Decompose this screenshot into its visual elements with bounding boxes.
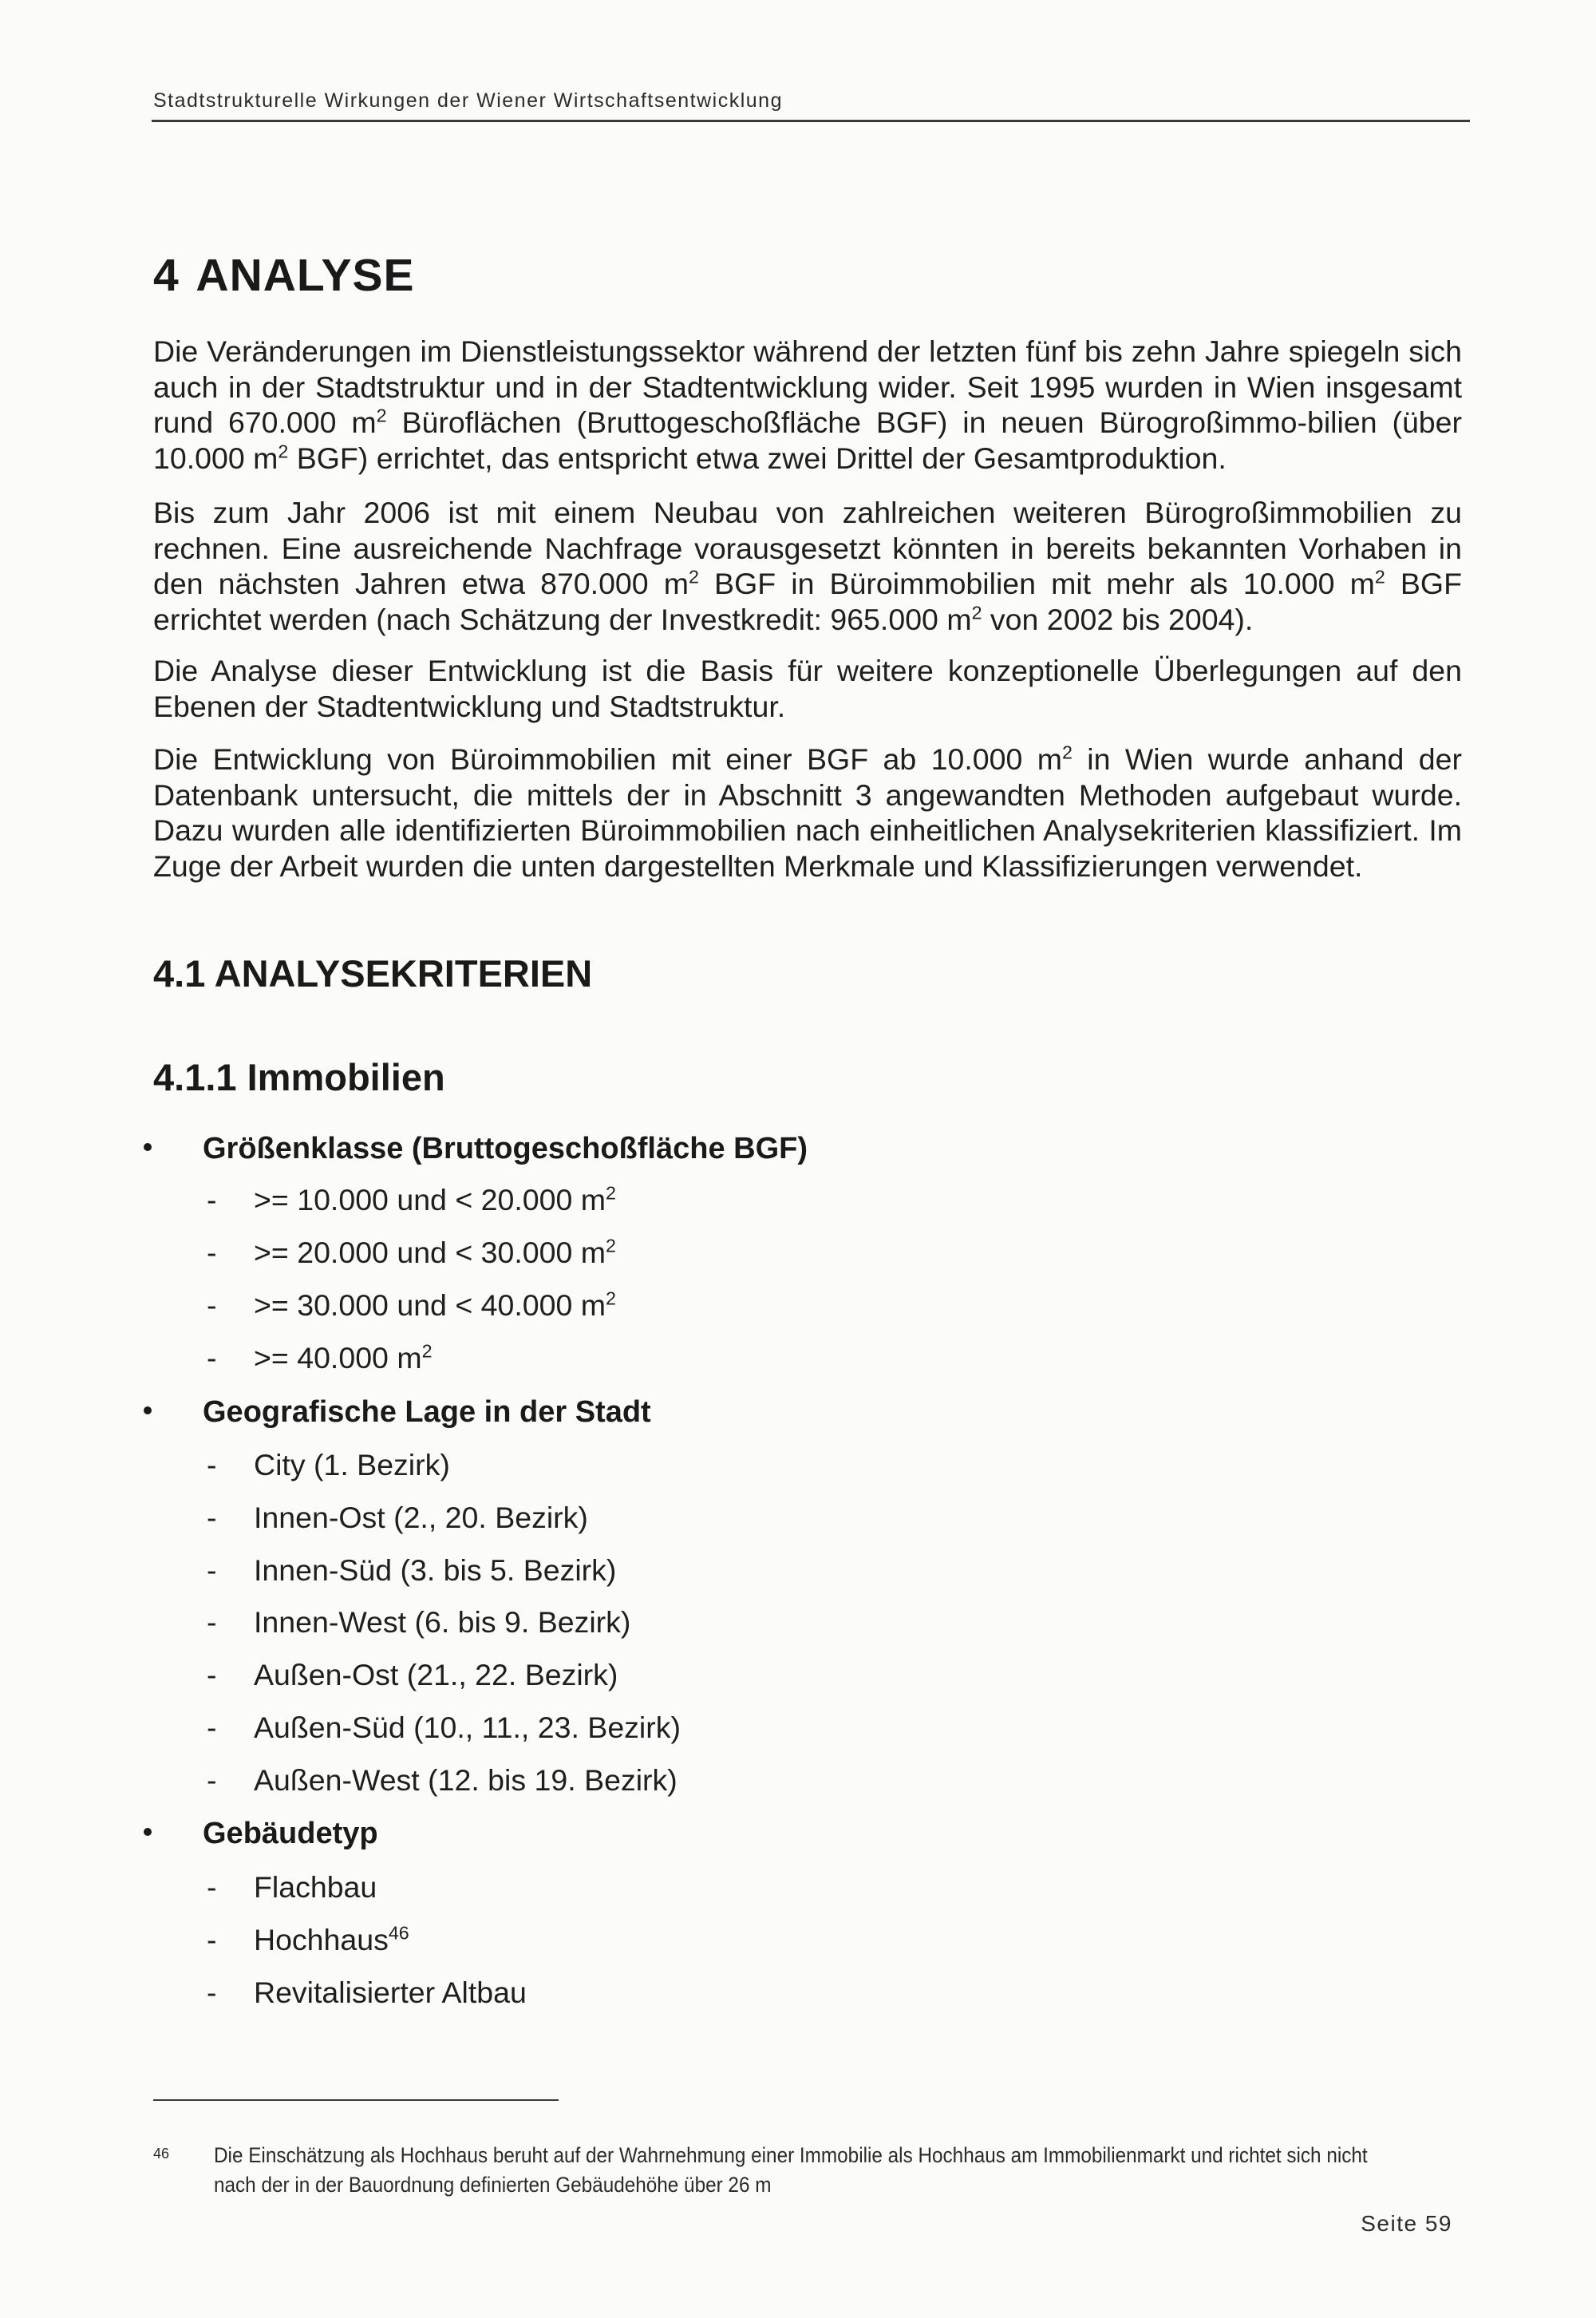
list-item-label: Hochhaus xyxy=(254,1923,389,1956)
section-title-4-1: 4.1 ANALYSEKRITERIEN xyxy=(153,952,593,995)
footnote xyxy=(153,2141,1470,2200)
superscript-2: 2 xyxy=(606,1288,616,1309)
paragraph-4-part-a: Die Entwicklung von Büroimmobilien mit einer BGF ab 10.000 m xyxy=(153,742,1062,776)
superscript-2: 2 xyxy=(606,1235,616,1256)
footnote-line-2: nach der in der Bauordnung definierten Gebäudehöhe über 26 m xyxy=(214,2173,772,2197)
list-item-text: Innen-West (6. bis 9. Bezirk) xyxy=(254,1605,631,1639)
footnote-reference[interactable]: 46 xyxy=(388,1922,409,1944)
footnote-number: 46 xyxy=(153,2146,170,2162)
list-item-text: Flachbau xyxy=(254,1870,377,1904)
paragraph-2-part-c: BGF errichtet werden (nach Schätzung der Investkredit: 965.000 m xyxy=(153,567,1462,636)
list-item-text: City (1. Bezirk) xyxy=(254,1448,450,1481)
bullet-icon xyxy=(144,1828,152,1836)
list-item-label: >= 40.000 m xyxy=(254,1341,422,1375)
paragraph-1-part-a: Die Veränderungen im Dienstleistungssektor während der letzten fünf bis zehn Jahre spiegeln sich auch in der Stadtstruktur und in der Stadtentwicklung wider. Seit 1995 wurden in Wien insgesamt rund 670.000 m xyxy=(153,334,1462,439)
dash-marker: - xyxy=(207,1288,217,1322)
section-title-4-1-1: 4.1.1 Immobilien xyxy=(153,1056,445,1098)
list-item-text: Außen-West (12. bis 19. Bezirk) xyxy=(254,1763,678,1797)
criteria-label: Größenklasse (Bruttogeschoßfläche BGF) xyxy=(203,1132,808,1165)
paragraph-2 xyxy=(153,495,1462,637)
dash-marker: - xyxy=(207,1605,217,1639)
dash-marker: - xyxy=(207,1183,217,1216)
list-item-text: Innen-Süd (3. bis 5. Bezirk) xyxy=(254,1553,617,1587)
criteria-label: Geografische Lage in der Stadt xyxy=(203,1395,651,1429)
list-item-text xyxy=(254,1288,616,1323)
paragraph-2-part-d: von 2002 bis 2004). xyxy=(982,602,1254,636)
dash-marker: - xyxy=(207,1341,217,1375)
paragraph-1-part-c: BGF) errichtet, das entspricht etwa zwei Drittel der Gesamtproduktion. xyxy=(288,441,1227,475)
superscript-2: 2 xyxy=(1061,742,1073,763)
dash-marker: - xyxy=(207,1448,217,1481)
list-item-label: >= 30.000 und < 40.000 m xyxy=(254,1288,606,1322)
dash-marker: - xyxy=(207,1976,217,2009)
paragraph-3: Die Analyse dieser Entwicklung ist die Basis für weitere konzeptionelle Überlegungen auf den Ebenen der Stadtentwicklung und Stadtstruktur. xyxy=(153,654,1462,723)
dash-marker: - xyxy=(207,1501,217,1534)
bullet-icon xyxy=(144,1406,152,1414)
superscript-2: 2 xyxy=(421,1340,433,1362)
paragraph-1 xyxy=(153,334,1462,476)
superscript-2: 2 xyxy=(971,602,982,623)
running-header: Stadtstrukturelle Wirkungen der Wiener Wirtschaftsentwicklung xyxy=(153,89,783,112)
list-item-label: >= 20.000 und < 30.000 m xyxy=(254,1236,606,1269)
dash-marker: - xyxy=(207,1763,217,1797)
list-item-text: Revitalisierter Altbau xyxy=(254,1976,527,2009)
paragraph-2-part-b: BGF in Büroimmobilien mit mehr als 10.000 m xyxy=(698,567,1375,600)
superscript-2: 2 xyxy=(689,566,699,587)
list-item-label: >= 10.000 und < 20.000 m xyxy=(254,1183,606,1216)
footnote-text xyxy=(214,2141,1578,2200)
paragraph-4 xyxy=(153,742,1462,884)
superscript-2: 2 xyxy=(606,1182,616,1204)
footnote-rule xyxy=(153,2099,559,2101)
dash-marker: - xyxy=(207,1236,217,1269)
footnote-line-1: Die Einschätzung als Hochhaus beruht auf der Wahrnehmung einer Immobilie als Hochhaus am Immobilienmarkt und richtet sich nicht xyxy=(214,2143,1368,2167)
list-item-text xyxy=(254,1236,616,1270)
dash-marker: - xyxy=(207,1658,217,1691)
dash-marker: - xyxy=(207,1923,217,1956)
dash-marker: - xyxy=(207,1553,217,1587)
list-item-text xyxy=(254,1923,409,1957)
superscript-2: 2 xyxy=(376,405,387,426)
criteria-label: Gebäudetyp xyxy=(203,1817,378,1850)
bullet-icon xyxy=(144,1143,152,1151)
paragraph-2-part-a: Bis zum Jahr 2006 ist mit einem Neubau von zahlreichen weiteren Bürogroßimmobilien zu rechnen. Eine ausreichende Nachfrage vorausgesetzt könnten in bereits bekannten Vorhaben in den nächsten Jahren etwa 870.000 m xyxy=(153,496,1462,600)
paragraph-4-part-b: in Wien wurde anhand der Datenbank untersucht, die mittels der in Abschnitt 3 angewandten Methoden aufgebaut wurde. Dazu wurden alle identifizierten Büroimmobilien nach einheitlichen Analysekriterien klassifiziert. Im Zuge der Arbeit wurden die unten dargestellten Merkmale und Klassifizierungen verwendet. xyxy=(153,742,1462,883)
superscript-2: 2 xyxy=(278,441,289,461)
chapter-title: 4 ANALYSE xyxy=(153,250,415,301)
dash-marker: - xyxy=(207,1870,217,1904)
dash-marker: - xyxy=(207,1711,217,1744)
page-number: Seite 59 xyxy=(1361,2211,1452,2236)
header-rule xyxy=(152,120,1470,122)
list-item-text xyxy=(254,1341,433,1375)
list-item-text: Außen-Süd (10., 11., 23. Bezirk) xyxy=(254,1711,681,1744)
list-item-text xyxy=(254,1183,616,1217)
list-item-text: Innen-Ost (2., 20. Bezirk) xyxy=(254,1501,588,1534)
superscript-2: 2 xyxy=(1374,566,1385,587)
list-item-text: Außen-Ost (21., 22. Bezirk) xyxy=(254,1658,618,1691)
paragraph-1-part-b: Büroflächen (Bruttogeschoßfläche BGF) in neuen Bürogroßimmo-bilien (über 10.000 m xyxy=(153,405,1462,475)
